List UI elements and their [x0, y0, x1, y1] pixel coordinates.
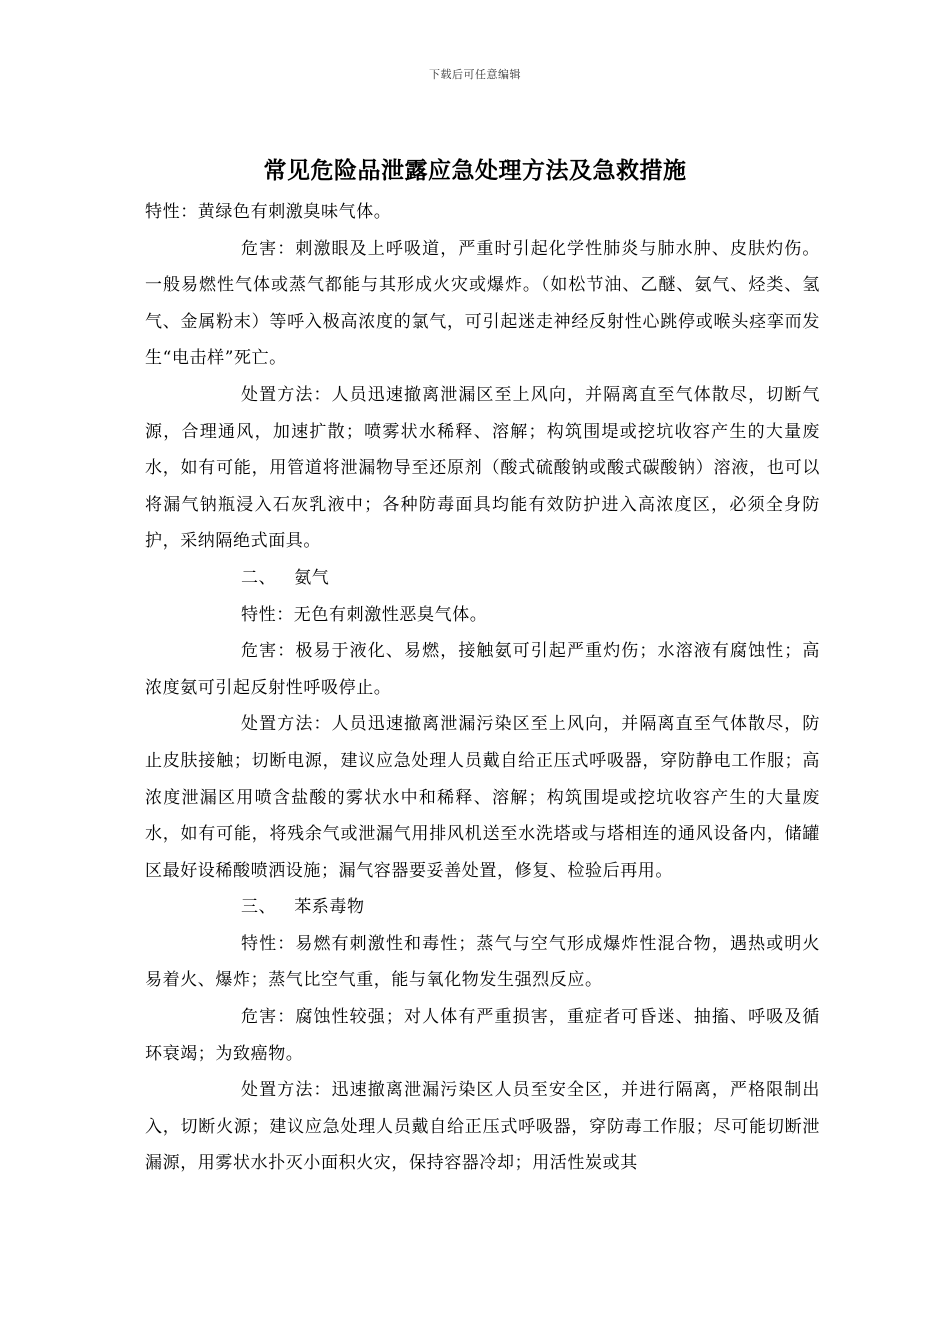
section-1-hazard: 危害：刺激眼及上呼吸道，严重时引起化学性肺炎与肺水肿、皮肤灼伤。一般易燃性气体或蒸气都能与其形成火灾或爆炸。（如松节油、乙醚、氨气、烃类、氢气、金属粉末）等呼入极高浓度的氯气，可引起迷走神经反射性心跳停或喉头痉挛而发生“电击样”死亡。 — [145, 238, 820, 369]
section-3-hazard: 危害：腐蚀性较强；对人体有严重损害，重症者可昏迷、抽搐、呼吸及循环衰竭；为致癌物。 — [145, 1007, 820, 1064]
header-note: 下载后可任意编辑 — [429, 68, 521, 81]
document-body — [145, 194, 820, 1182]
section-2-name: 氨气 — [294, 567, 330, 588]
section-1-property: 特性：黄绿色有刺激臭味气体。 — [145, 202, 392, 222]
section-2-property: 特性：无色有刺激性恶臭气体。 — [241, 604, 488, 625]
document-title: 常见危险品泄露应急处理方法及急救措施 — [263, 157, 687, 184]
section-2-hazard: 危害：极易于液化、易燃，接触氨可引起严重灼伤；水溶液有腐蚀性；高浓度氨可引起反射性呼吸停止。 — [145, 641, 820, 698]
section-1-disposal: 处置方法：人员迅速撤离泄漏区至上风向，并隔离直至气体散尽，切断气源，合理通风，加速扩散；喷雾状水稀释、溶解；构筑围堤或挖坑收容产生的大量废水，如有可能，用管道将泄漏物导至还原剂（酸式硫酸钠或酸式碳酸钠）溶液，也可以将漏气钠瓶浸入石灰乳液中；各种防毒面具均能有效防护进入高浓度区，必须全身防护，采纳隔绝式面具。 — [145, 384, 820, 552]
section-2-disposal: 处置方法：人员迅速撤离泄漏污染区至上风向，并隔离直至气体散尽，防止皮肤接触；切断电源，建议应急处理人员戴自给正压式呼吸器，穿防静电工作服；高浓度泄漏区用喷含盐酸的雾状水中和稀释、溶解；构筑围堤或挖坑收容产生的大量废水，如有可能，将残余气或泄漏气用排风机送至水洗塔或与塔相连的通风设备内，储罐区最好设稀酸喷洒设施；漏气容器要妥善处置，修复、检验后再用。 — [145, 714, 820, 881]
section-2-number: 二、 — [241, 567, 277, 588]
section-3-heading — [145, 889, 820, 926]
section-3-disposal: 处置方法：迅速撤离泄漏污染区人员至安全区，并进行隔离，严格限制出入，切断火源；建议应急处理人员戴自给正压式呼吸器，穿防毒工作服；尽可能切断泄漏源，用雾状水扑灭小面积火灾，保持容器冷却；用活性炭或其 — [145, 1080, 820, 1174]
section-3-property: 特性：易燃有刺激性和毒性；蒸气与空气形成爆炸性混合物，遇热或明火易着火、爆炸；蒸气比空气重，能与氧化物发生强烈反应。 — [145, 933, 820, 991]
section-2-heading — [145, 560, 820, 597]
section-3-name: 苯系毒物 — [294, 897, 365, 918]
section-3-number: 三、 — [241, 897, 277, 918]
